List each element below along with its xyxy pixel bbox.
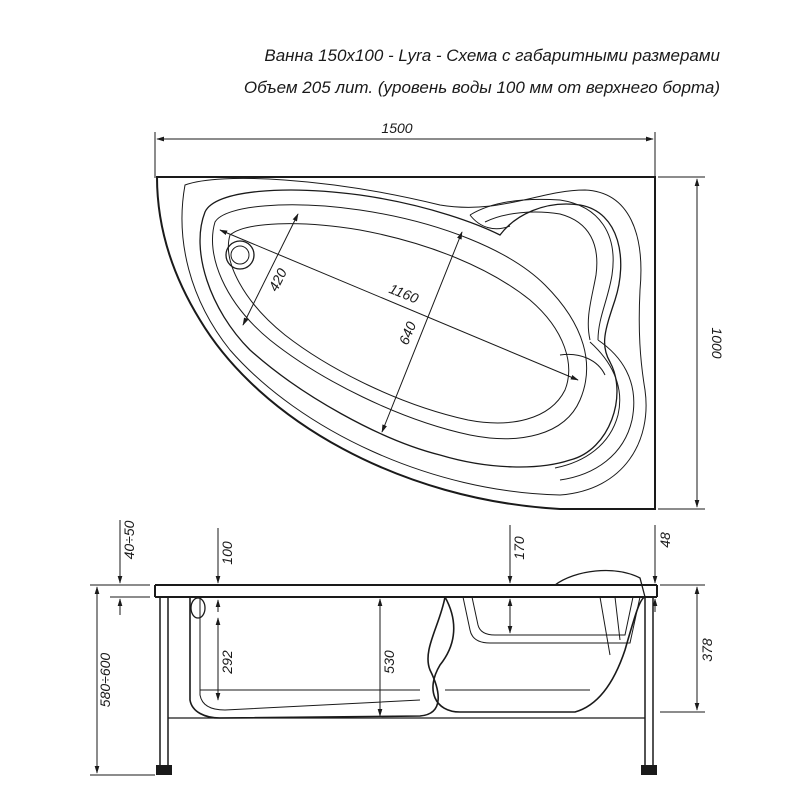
plan-bowl-inner bbox=[212, 205, 586, 439]
side-overflow-icon bbox=[191, 598, 205, 618]
inner-width-dimension-line bbox=[382, 232, 462, 432]
side-foot-right-icon bbox=[641, 765, 657, 775]
side-bath-body-right bbox=[433, 597, 645, 712]
title-line-1: Ванна 150х100 - Lyra - Схема с габаритными размерами bbox=[264, 46, 720, 65]
seat-height-label: 170 bbox=[511, 536, 527, 560]
rim-height-label: 48 bbox=[657, 532, 673, 548]
inner-length-label: 1160 bbox=[386, 280, 421, 307]
plan-armrest-outer bbox=[560, 340, 634, 480]
plan-headrest-outer bbox=[470, 199, 613, 340]
inner-depth-label: 292 bbox=[219, 650, 235, 674]
title-line-2: Объем 205 лит. (уровень воды 100 мм от верхнего борта) bbox=[243, 78, 720, 97]
side-headrest-lines bbox=[600, 597, 620, 655]
support-height-label: 580÷600 bbox=[97, 652, 113, 708]
plan-view bbox=[155, 120, 725, 509]
depth-label: 1000 bbox=[709, 327, 725, 359]
bath-depth-label: 530 bbox=[381, 650, 397, 674]
side-foot-left-icon bbox=[156, 765, 172, 775]
headrest-height-label: 378 bbox=[699, 638, 715, 662]
bottom-width-dimension-line bbox=[243, 214, 298, 325]
drain-inner-icon bbox=[231, 246, 249, 264]
drain-outer-icon bbox=[226, 241, 254, 269]
inner-length-dimension-line bbox=[220, 230, 578, 380]
water-level-label: 100 bbox=[219, 541, 235, 565]
width-label: 1500 bbox=[381, 120, 413, 136]
plan-headrest-notch bbox=[470, 215, 510, 229]
side-headrest-top bbox=[555, 571, 645, 597]
plan-headrest-inner bbox=[485, 212, 597, 340]
side-view bbox=[90, 520, 715, 775]
plan-armrest-ridge bbox=[560, 354, 605, 375]
bottom-width-label: 420 bbox=[265, 265, 290, 294]
plan-bowl-floor bbox=[228, 224, 568, 423]
inner-width-label: 640 bbox=[395, 319, 420, 347]
side-seat-outer bbox=[463, 597, 640, 643]
rim-offset-label: 40÷50 bbox=[121, 520, 137, 560]
side-seat-inner bbox=[472, 597, 633, 635]
